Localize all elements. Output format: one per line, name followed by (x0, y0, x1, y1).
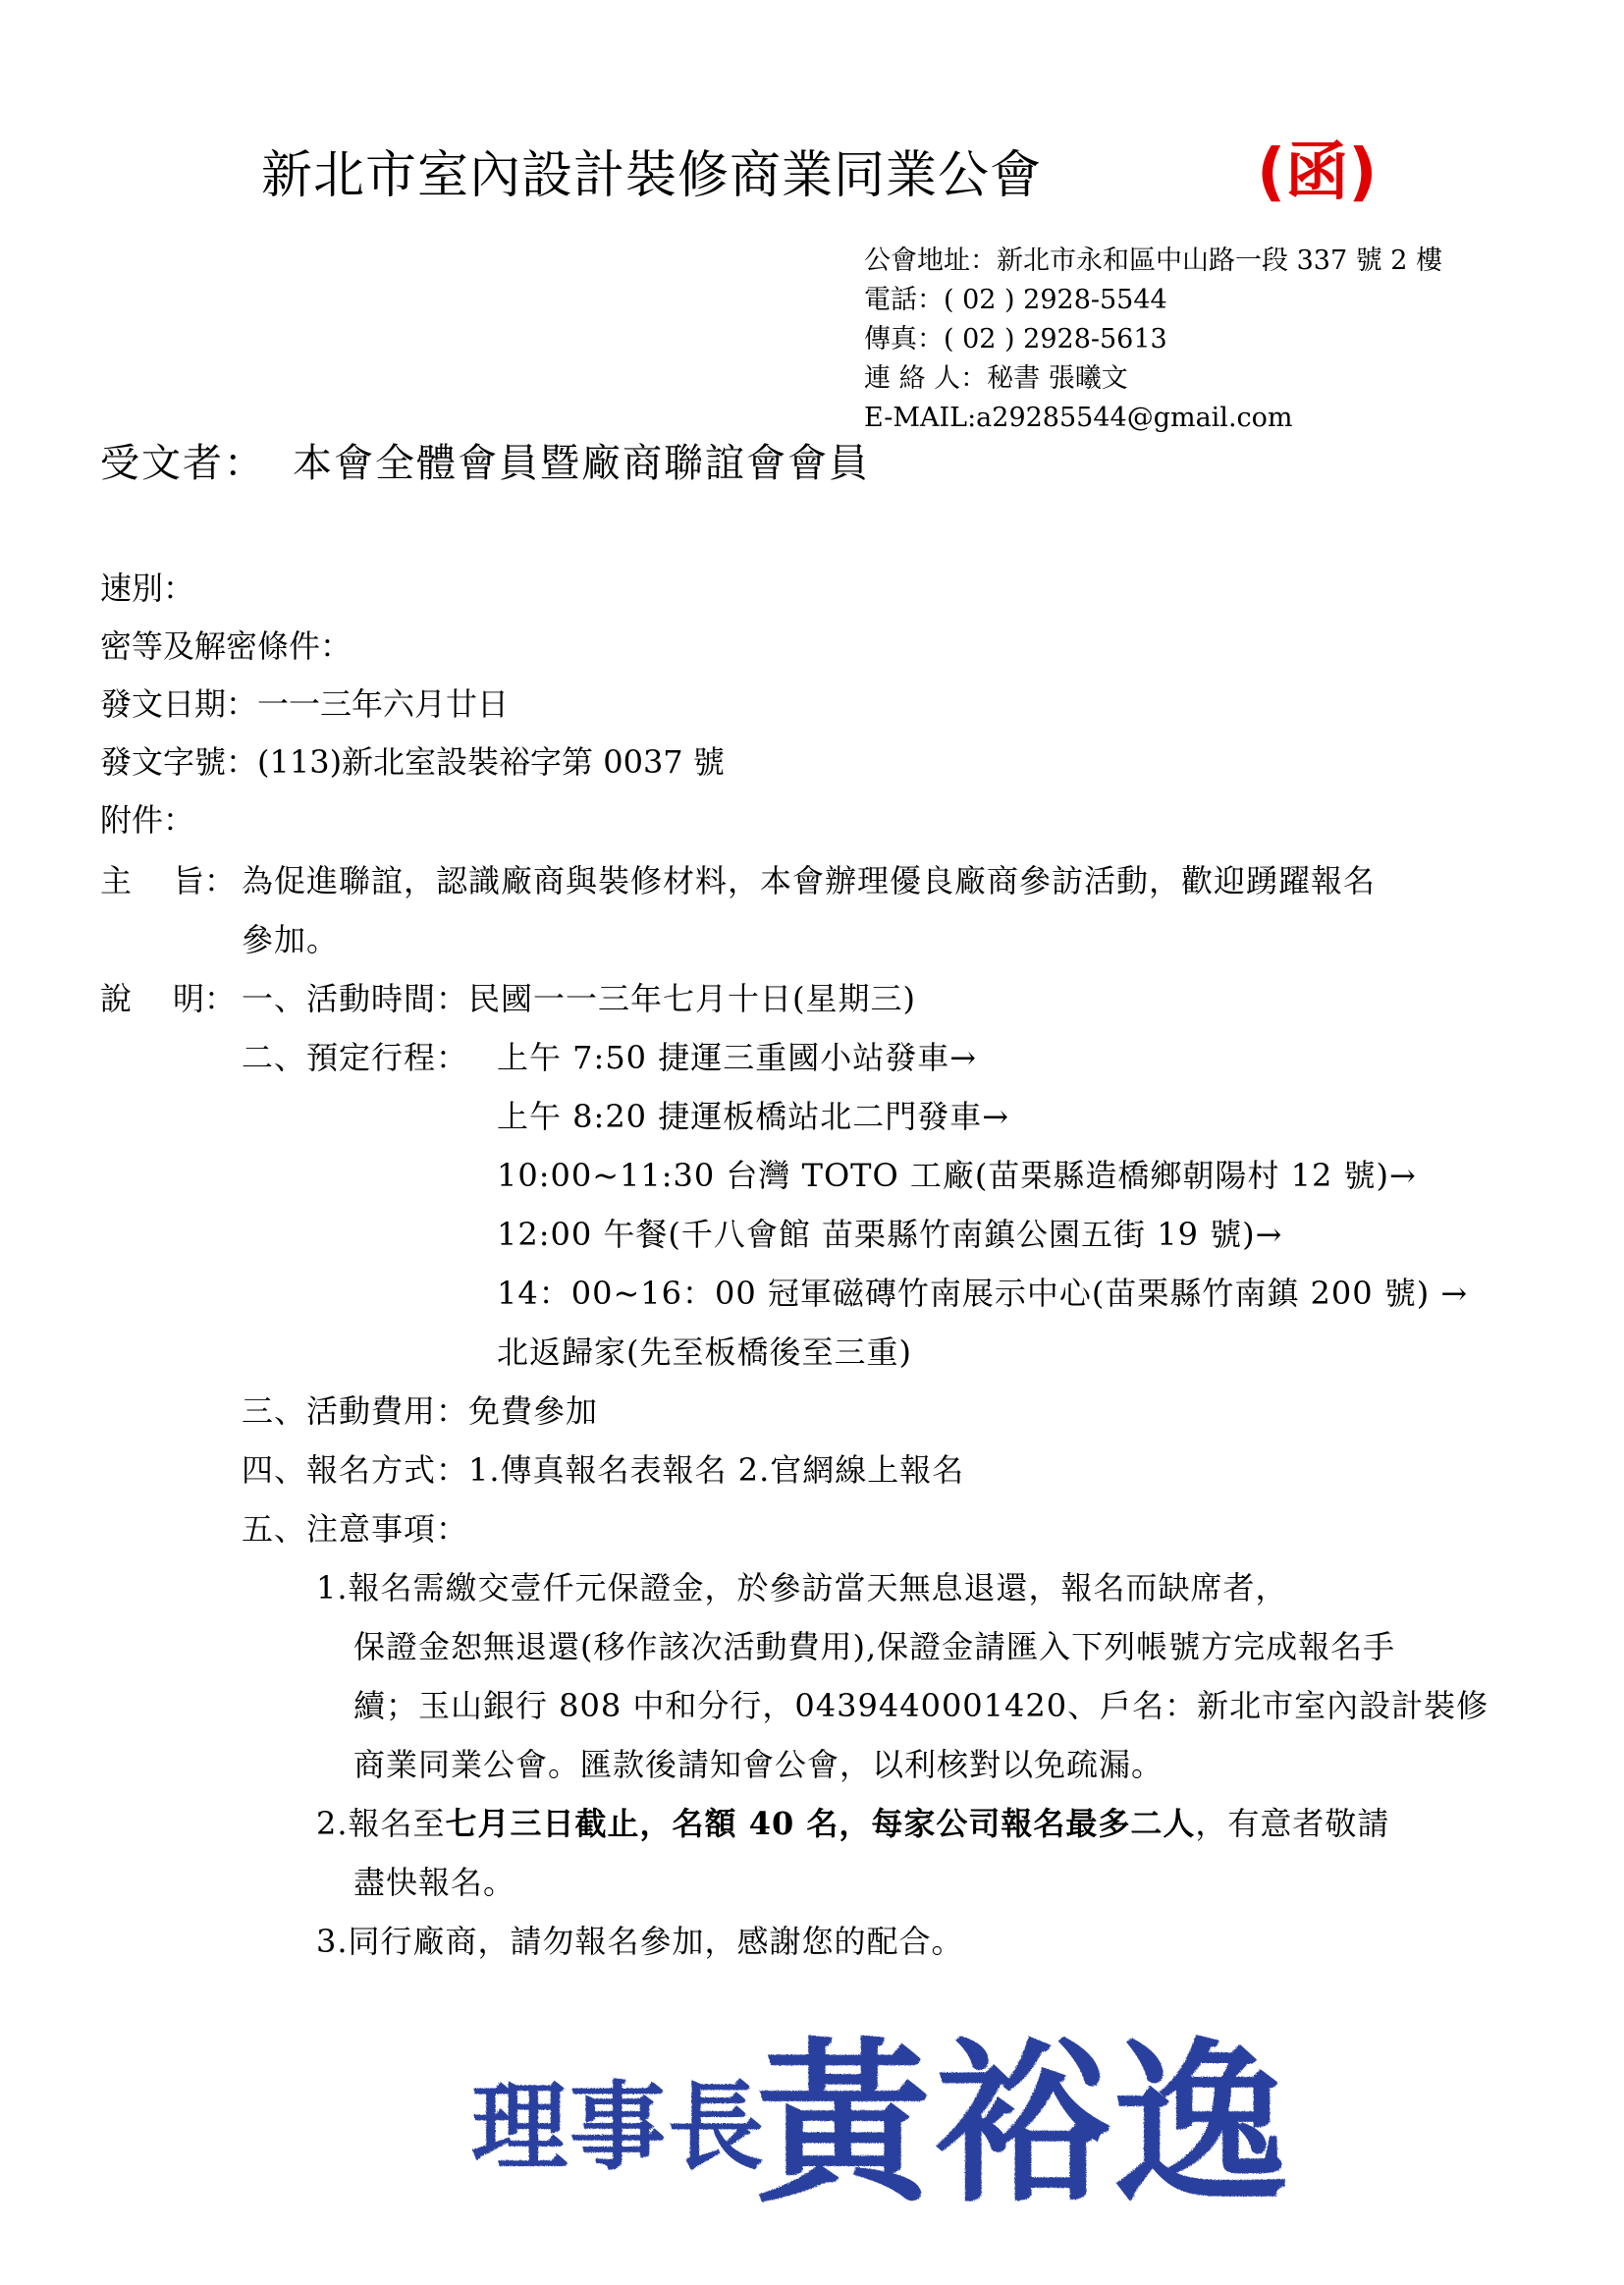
attachment-field: 附件： (100, 801, 195, 839)
itinerary-step: 上午 7:50 捷運三重國小站發車→ (497, 1039, 978, 1076)
contact-address: 公會地址：新北市永和區中山路一段 337 號 2 樓 (864, 245, 1443, 276)
contact-person: 連 絡 人：秘書 張曦文 (864, 363, 1128, 394)
note-1-line-1: 1.報名需繳交壹仟元保證金，於參訪當天無息退還，報名而缺席者， (316, 1569, 1288, 1606)
contact-email: E-MAIL:a29285544@gmail.com (864, 403, 1293, 433)
itinerary-step: 14：00~16：00 冠軍磁磚竹南展示中心(苗栗縣竹南鎮 200 號) → (497, 1275, 1469, 1312)
secrecy-field: 密等及解密條件： (100, 627, 352, 665)
registration-method-item: 四、報名方式：1.傳真報名表報名 2.官網線上報名 (242, 1451, 965, 1489)
recipient-label: 受文者： (100, 441, 265, 486)
organization-title: 新北市室內設計裝修商業同業公會 (261, 146, 1043, 205)
contact-phone: 電話：( 02 ) 2928-5544 (864, 285, 1167, 315)
recipient-line (100, 432, 870, 488)
note-2-deadline-emphasis: 七月三日截止，名額 40 名，每家公司報名最多二人 (445, 1805, 1196, 1842)
speed-field: 速別： (100, 570, 195, 607)
contact-fax: 傳真：( 02 ) 2928-5613 (864, 324, 1167, 354)
reference-number-field: 發文字號：(113)新北室設裝裕字第 0037 號 (100, 743, 725, 781)
subject-line-1: 為促進聯誼，認識廠商與裝修材料，本會辦理優良廠商參訪活動，歡迎踴躍報名 (242, 862, 1377, 899)
activity-fee-item: 三、活動費用：免費參加 (242, 1392, 599, 1430)
description-label-char2: 明： (173, 980, 237, 1017)
note-1-line-2: 保證金恕無退還(移作該次活動費用),保證金請匯入下列帳號方完成報名手 (353, 1628, 1396, 1665)
subject-label-char1: 主 (100, 862, 133, 899)
signature-name: 黃裕逸 (756, 2021, 1292, 2226)
activity-time-item: 一、活動時間：民國一一三年七月十日(星期三) (242, 980, 916, 1017)
note-2-line-2: 盡快報名。 (353, 1864, 516, 1901)
itinerary-label: 二、預定行程： (242, 1039, 469, 1076)
note-1-line-3: 續；玉山銀行 808 中和分行，0439440001420、戶名：新北市室內設計裝修 (353, 1687, 1489, 1724)
notes-heading: 五、注意事項： (242, 1510, 469, 1548)
document-type-label: (函) (1257, 136, 1378, 209)
itinerary-step: 10:00~11:30 台灣 TOTO 工廠(苗栗縣造橋鄉朝陽村 12 號)→ (497, 1157, 1417, 1194)
recipient-value: 本會全體會員暨廠商聯誼會會員 (293, 441, 870, 486)
chairman-signature-stamp (461, 1974, 1292, 2239)
note-3: 3.同行廠商，請勿報名參加，感謝您的配合。 (316, 1923, 964, 1960)
note-2-prefix: 2.報名至 (316, 1805, 446, 1842)
note-1-line-4: 商業同業公會。匯款後請知會公會，以利核對以免疏漏。 (353, 1746, 1164, 1783)
description-label-char1: 說 (100, 980, 133, 1017)
issue-date-field: 發文日期：一一三年六月廿日 (100, 685, 510, 723)
itinerary-step: 上午 8:20 捷運板橋站北二門發車→ (497, 1098, 1010, 1135)
note-2-line-1 (316, 1799, 1389, 1844)
itinerary-step: 12:00 午餐(千八會館 苗栗縣竹南鎮公園五街 19 號)→ (497, 1216, 1283, 1253)
itinerary-step: 北返歸家(先至板橋後至三重) (497, 1333, 912, 1371)
note-2-suffix: ，有意者敬請 (1195, 1805, 1390, 1842)
contact-block (864, 242, 1442, 438)
document-meta (100, 560, 725, 849)
subject-line-2: 參加。 (242, 921, 340, 958)
signature-title: 理事長 (471, 2071, 767, 2184)
subject-label-char2: 旨： (173, 862, 237, 899)
